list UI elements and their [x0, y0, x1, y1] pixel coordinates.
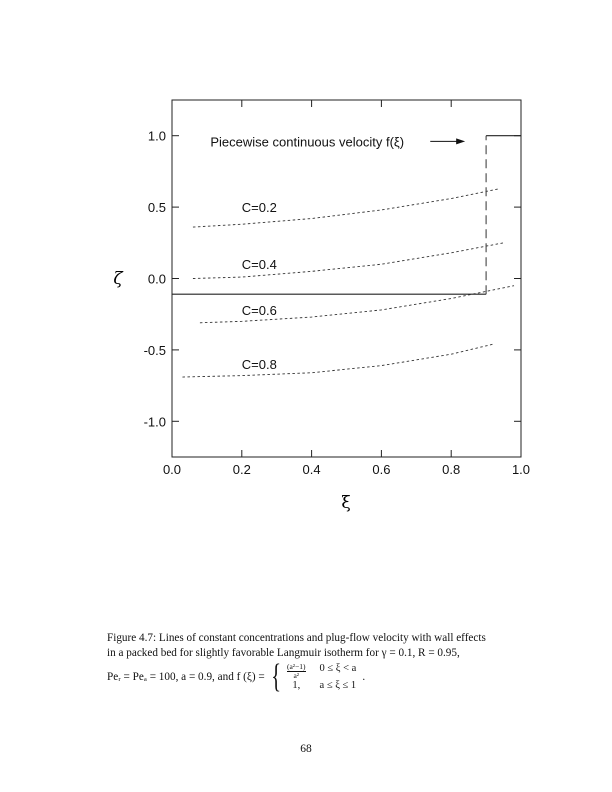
- y-tick-label: -1.0: [143, 414, 166, 430]
- caption-line-2: in a packed bed for slightly favorable Langmuir isotherm for γ = 0.1, R = 0.95,: [107, 647, 460, 659]
- brace-symbol: {: [270, 658, 281, 695]
- y-axis-label: ζ: [113, 269, 123, 289]
- velocity-annotation: Piecewise continuous velocity f(ξ): [210, 134, 405, 150]
- x-axis-label: ξ: [341, 493, 351, 513]
- y-tick-label: 1.0: [147, 128, 166, 144]
- page-number: 68: [300, 743, 312, 755]
- case1-fraction: [287, 663, 306, 680]
- series-label: C=0.2: [241, 200, 277, 216]
- x-tick-label: 0.6: [372, 462, 391, 477]
- case1-denominator: a²: [293, 670, 300, 680]
- case1-condition: 0 ≤ ξ < a: [319, 662, 357, 674]
- case2-value: 1,: [292, 679, 301, 691]
- piecewise-cases: [287, 663, 356, 692]
- concentration-line-02: [193, 189, 500, 228]
- concentration-line-08: [182, 344, 493, 377]
- figure-caption: [107, 631, 527, 695]
- caption-line-1: Figure 4.7: Lines of constant concentrations and plug-flow velocity with wall effects: [107, 632, 486, 644]
- x-tick-label: 1.0: [511, 462, 531, 477]
- caption-line-3: [107, 658, 527, 695]
- case2-condition: a ≤ ξ ≤ 1: [319, 679, 357, 691]
- series-label: C=0.6: [241, 302, 277, 318]
- y-tick-label: -0.5: [143, 342, 166, 358]
- x-tick-label: 0.8: [442, 462, 461, 477]
- case1-numerator: (a²−1): [286, 661, 306, 671]
- caption-equation-prefix: Peᵣ = Peₐ = 100, a = 0.9, and f (ξ) =: [107, 670, 265, 683]
- y-tick-label: 0.5: [147, 200, 166, 216]
- concentration-line-04: [193, 243, 504, 279]
- plot-frame: [172, 100, 521, 457]
- series-label: C=0.4: [241, 257, 277, 273]
- annotation-arrow-icon: [456, 138, 465, 144]
- x-tick-label: 0.2: [232, 462, 251, 477]
- x-tick-label: 0.4: [302, 462, 321, 477]
- y-tick-label: 0.0: [147, 271, 166, 287]
- series-label: C=0.8: [241, 357, 277, 373]
- x-tick-label: 0.0: [162, 462, 182, 477]
- caption-period: .: [362, 670, 366, 683]
